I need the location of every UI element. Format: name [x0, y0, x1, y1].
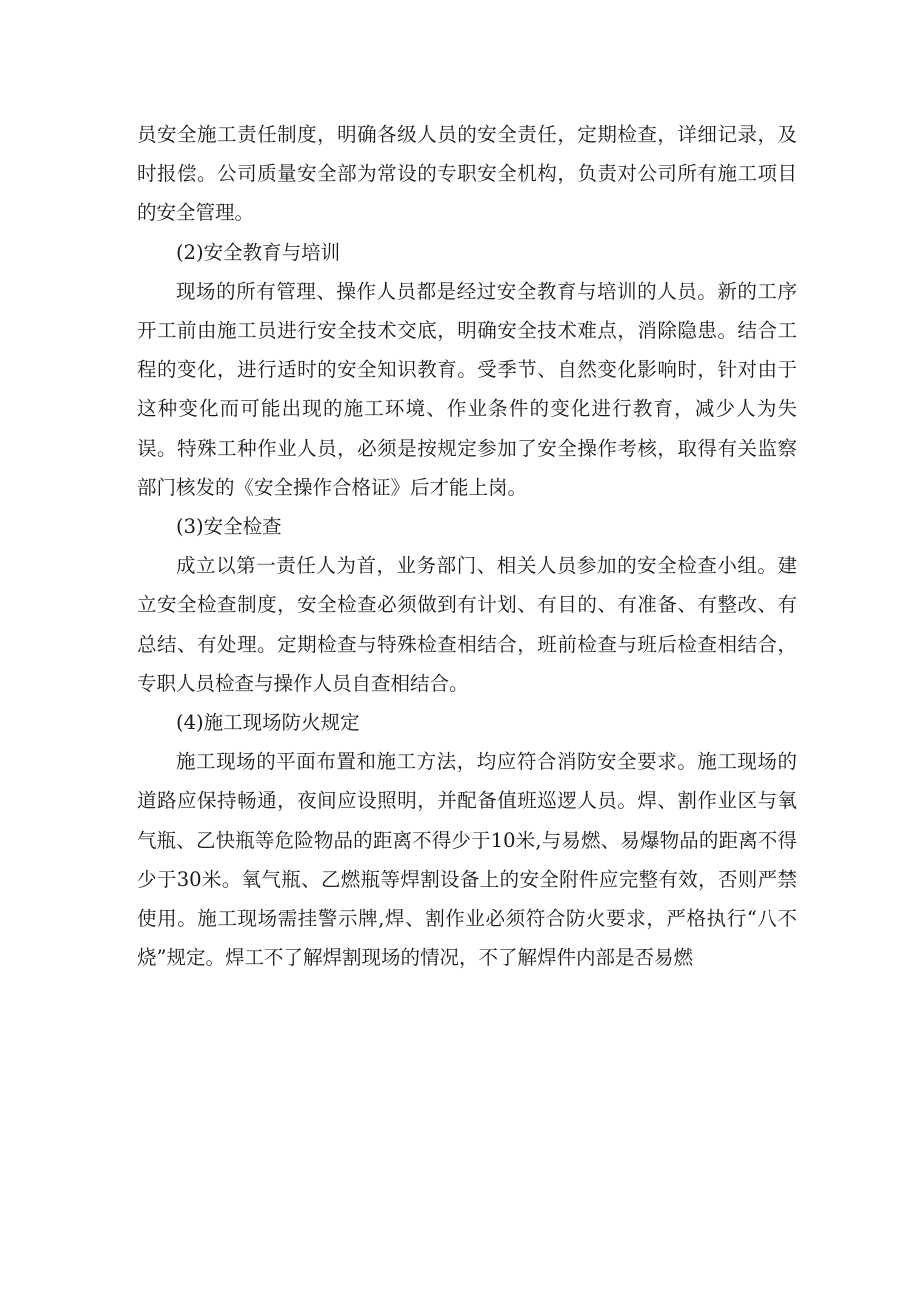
paragraph-continuation: 员安全施工责任制度，明确各级人员的安全责任，定期检查，详细记录，及时报偿。公司质量安全部为常设的专职安全机构，负责对公司所有施工项目的安全管理。: [137, 123, 797, 225]
paragraph-safety-education: 现场的所有管理、操作人员都是经过安全教育与培训的人员。新的工序开工前由施工员进行安全技术交底，明确安全技术难点，消除隐患。结合工程的变化，进行适时的安全知识教育。受季节、自然变化影响时，针对由于这种变化而可能出现的施工环境、作业条件的变化进行教育，减少人为失误。特殊工种作业人员，必须是按规定参加了安全操作考核，取得有关监察部门核发的《安全操作合格证》后才能上岗。: [137, 279, 797, 499]
section-heading-safety-inspection: (3)安全检查: [176, 515, 282, 539]
paragraph-safety-inspection: 成立以第一责任人为首，业务部门、相关人员参加的安全检查小组。建立安全检查制度，安全检查必须做到有计划、有目的、有准备、有整改、有总结、有处理。定期检查与特殊检查相结合，班前检查与班后检查相结合，专职人员检查与操作人员自查相结合。: [137, 554, 797, 695]
document-body: [137, 115, 797, 977]
section-heading-safety-education: (2)安全教育与培训: [176, 240, 341, 264]
section-heading-fire-prevention: (4)施工现场防火规定: [176, 711, 360, 735]
paragraph-fire-prevention: 施工现场的平面布置和施工方法，均应符合消防安全要求。施工现场的道路应保持畅通，夜间应设照明，并配备值班巡逻人员。焊、割作业区与氧气瓶、乙快瓶等危险物品的距离不得少于10米,与易燃、易爆物品的距离不得少于30米。氧气瓶、乙燃瓶等焊割设备上的安全附件应完整有效，否则严禁使用。施工现场需挂警示牌,焊、割作业必须符合防火要求，严格执行“八不烧”规定。焊工不了解焊割现场的情况，不了解焊件内部是否易燃: [137, 750, 797, 970]
